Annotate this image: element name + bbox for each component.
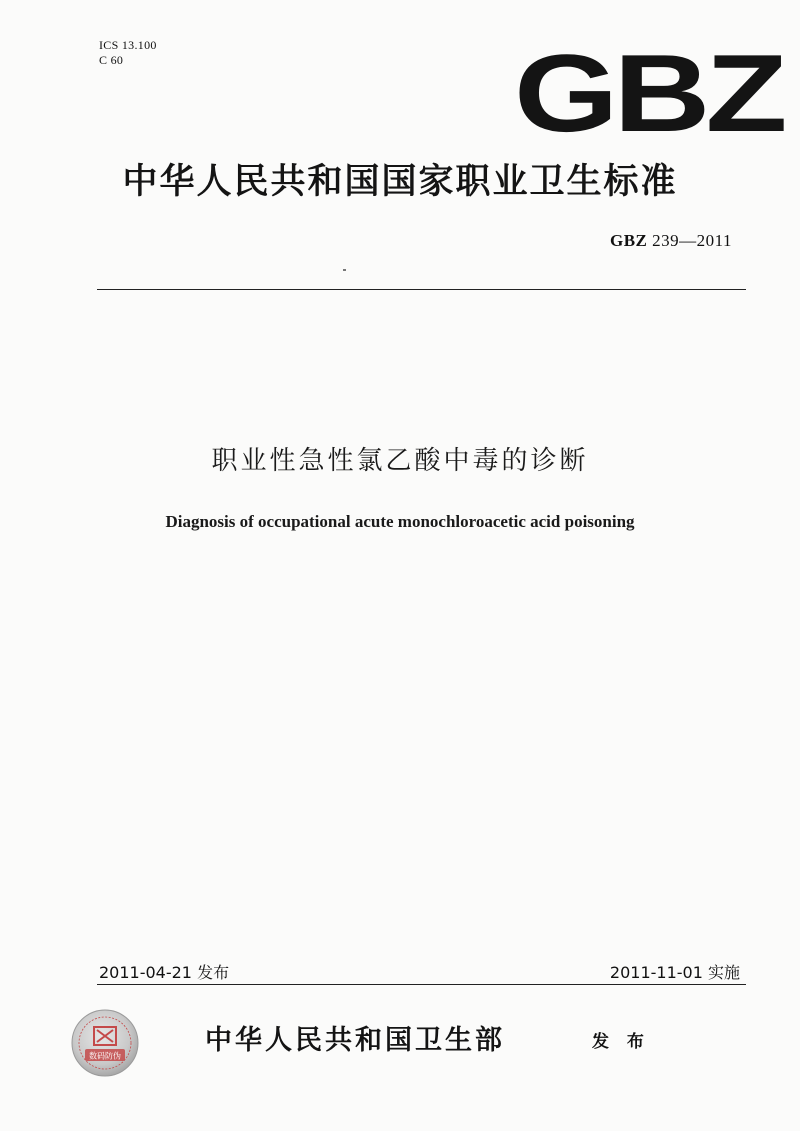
top-divider [97,289,746,290]
standard-number [610,231,732,251]
standard-number-prefix: GBZ [609,231,648,250]
chinese-title: 职业性急性氯乙酸中毒的诊断 [211,446,589,476]
scan-artifact [343,269,346,271]
seal-text: 数码防伪 [89,1051,121,1061]
publish-label: 发 布 [592,1032,650,1052]
implementation-date: 2011-11-01 实施 [609,963,740,982]
gbz-logo: GBZ [514,32,783,155]
ccs-code: C 60 [99,53,124,67]
standard-number-value: 239—2011 [652,231,732,250]
bottom-divider [97,984,746,985]
issue-date: 2011-04-21 发布 [99,963,230,982]
publisher-name: 中华人民共和国卫生部 [205,1025,505,1056]
ics-code: ICS 13.100 [99,38,157,52]
classification-codes [99,38,157,68]
standard-category-title: 中华人民共和国国家职业卫生标准 [122,162,678,202]
english-title: Diagnosis of occupational acute monochloroacetic acid poisoning [165,512,635,531]
anti-counterfeit-seal [70,1008,140,1078]
